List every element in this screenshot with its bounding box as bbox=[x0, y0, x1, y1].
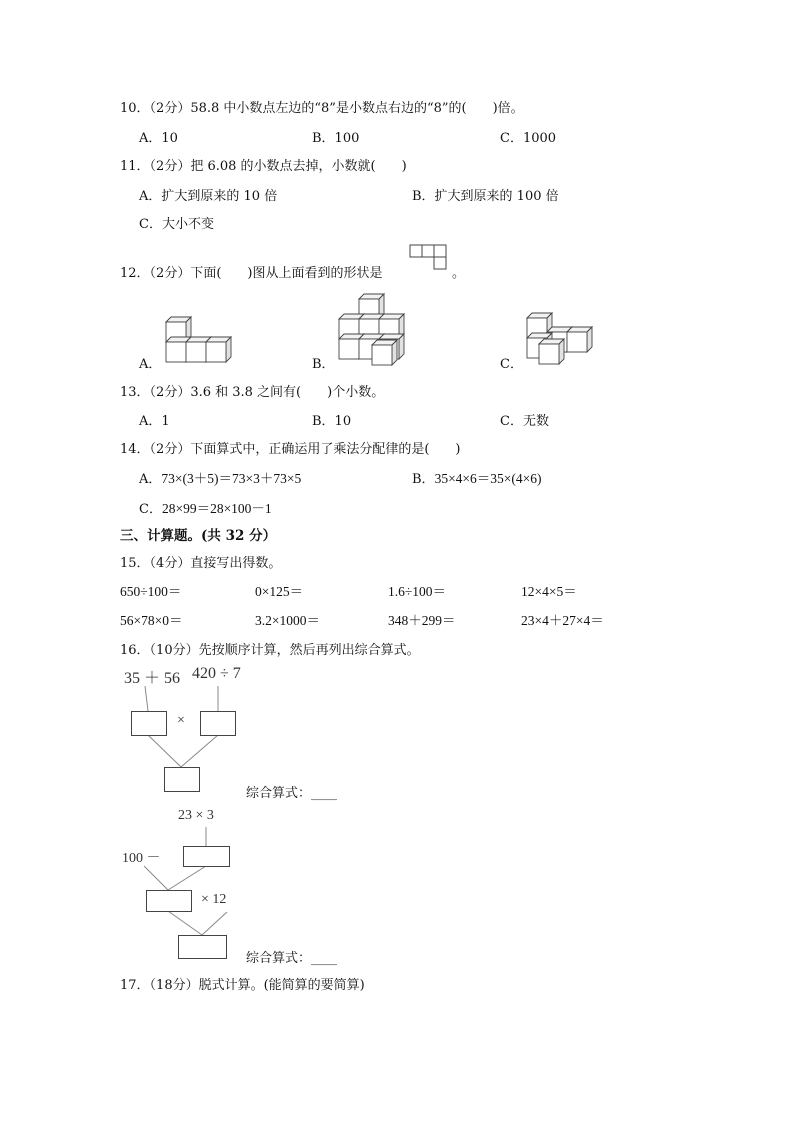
tree1-left-answer-box[interactable] bbox=[131, 711, 167, 736]
question-12-option-a: A． bbox=[139, 357, 162, 372]
question-11-stem: 11．（2分）把 6.08 的小数点去掉，小数就( ) bbox=[120, 159, 407, 174]
question-11-option-c: C．大小不变 bbox=[139, 217, 214, 232]
question-10-option-a: A．10 bbox=[139, 131, 178, 146]
option-formula: 28×99＝28×100－1 bbox=[161, 501, 272, 516]
question-10-stem: 10．（2分）58.8 中小数点左边的“8”是小数点右边的“8”的( )倍。 bbox=[120, 101, 524, 116]
question-12-option-b: B． bbox=[312, 357, 335, 372]
question-12-stem: 12．（2分）下面( )图从上面看到的形状是 bbox=[120, 266, 383, 281]
question-13-option-b: B．10 bbox=[312, 414, 352, 429]
q15-item: 1.6÷100＝ bbox=[388, 584, 447, 599]
cube-figure-c bbox=[527, 313, 592, 364]
option-label: A． bbox=[139, 472, 162, 487]
question-14-stem: 14．（2分）下面算式中，正确运用了乘法分配律的是( ) bbox=[120, 442, 461, 457]
question-16-stem: 16．（10分）先按顺序计算，然后再列出综合算式。 bbox=[120, 643, 420, 658]
q15-item: 23×4＋27×4＝ bbox=[521, 613, 604, 628]
q15-item: 348＋299＝ bbox=[388, 613, 456, 628]
cube-figure-b bbox=[339, 294, 404, 365]
cube-figure-a bbox=[166, 317, 231, 362]
tree2-left-expression: 100 － bbox=[122, 851, 161, 866]
tree2-top-answer-box[interactable] bbox=[183, 846, 230, 867]
question-14-option-c bbox=[139, 497, 272, 517]
tree1-result-box[interactable] bbox=[164, 767, 200, 792]
tree1-right-expression: 420 ÷ 7 bbox=[192, 665, 241, 682]
tree1-operator: × bbox=[177, 713, 185, 728]
question-15-stem: 15．（4分）直接写出得数。 bbox=[120, 556, 282, 571]
question-12-stem-end: 。 bbox=[452, 266, 466, 281]
question-13-option-c: C．无数 bbox=[500, 414, 549, 429]
question-11-option-b: B．扩大到原来的 100 倍 bbox=[412, 189, 559, 204]
question-10-option-c: C．1000 bbox=[500, 131, 557, 146]
question-17-stem: 17．（18分）脱式计算。(能简算的要简算) bbox=[120, 978, 365, 993]
tree2-result-box[interactable] bbox=[178, 935, 227, 959]
option-formula: 73×(3＋5)＝73×3＋73×5 bbox=[161, 471, 302, 486]
tree1-right-answer-box[interactable] bbox=[200, 711, 236, 736]
question-13-stem: 13．（2分）3.6 和 3.8 之间有( )个小数。 bbox=[120, 385, 385, 400]
q15-item: 12×4×5＝ bbox=[521, 584, 577, 599]
tree2-operator: × 12 bbox=[201, 892, 227, 907]
tree1-combined-formula-label: 综合算式：____ bbox=[246, 786, 338, 801]
q15-item: 56×78×0＝ bbox=[120, 613, 183, 628]
tree2-top-expression: 23 × 3 bbox=[178, 808, 214, 823]
tree2-combined-formula-label: 综合算式：____ bbox=[246, 951, 338, 966]
question-13-option-a: A．1 bbox=[139, 414, 170, 429]
question-12-option-c: C． bbox=[500, 357, 523, 372]
option-label: B． bbox=[412, 472, 435, 487]
q15-item: 3.2×1000＝ bbox=[255, 613, 320, 628]
tree1-left-expression: 35 ＋ 56 bbox=[124, 670, 181, 687]
q15-item: 0×125＝ bbox=[255, 584, 304, 599]
tree2-middle-answer-box[interactable] bbox=[146, 890, 192, 912]
q15-item: 650÷100＝ bbox=[120, 584, 182, 599]
question-14-option-a bbox=[139, 467, 301, 487]
option-formula: 35×4×6＝35×(4×6) bbox=[434, 471, 542, 486]
question-14-option-b bbox=[412, 467, 542, 487]
question-11-option-a: A．扩大到原来的 10 倍 bbox=[139, 189, 278, 204]
option-label: C． bbox=[139, 502, 162, 517]
question-10-option-b: B．100 bbox=[312, 131, 360, 146]
section-title: 三、计算题。(共 32 分） bbox=[120, 528, 277, 544]
